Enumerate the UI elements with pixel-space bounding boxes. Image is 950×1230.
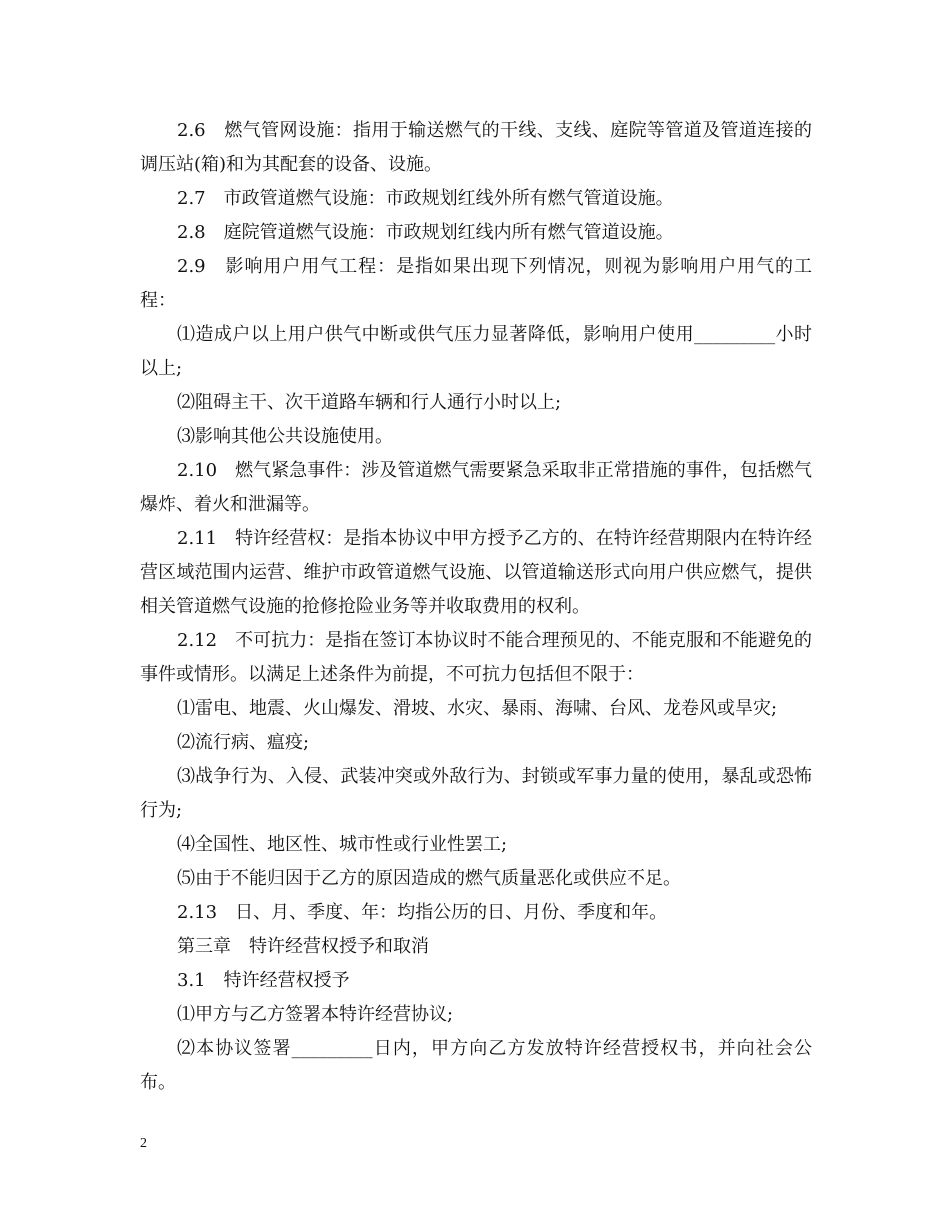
paragraph: 2.6 燃气管网设施：指用于输送燃气的干线、支线、庭院等管道及管道连接的调压站(箱)和为其配套的设备、设施。 (140, 120, 812, 175)
paragraph: ⑴造成户以上用户供气中断或供气压力显著降低，影响用户使用_________小时以上; (140, 324, 812, 379)
paragraph: ⑷全国性、地区性、城市性或行业性罢工; (177, 834, 508, 855)
paragraph: ⑵阻碍主干、次干道路车辆和行人通行小时以上; (177, 392, 562, 413)
paragraph: ⑴甲方与乙方签署本特许经营协议; (177, 1004, 454, 1025)
page-number: 2 (140, 1136, 147, 1151)
paragraph: 2.9 影响用户用气工程：是指如果出现下列情况，则视为影响用户用气的工程： (140, 256, 812, 311)
paragraph: 2.13 日、月、季度、年：均指公历的日、月份、季度和年。 (177, 902, 668, 923)
paragraph: ⑴雷电、地震、火山爆发、滑坡、水灾、暴雨、海啸、台风、龙卷风或旱灾; (177, 698, 778, 719)
paragraph: ⑸由于不能归因于乙方的原因造成的燃气质量恶化或供应不足。 (177, 868, 681, 889)
document-body (140, 114, 812, 1100)
paragraph: 2.10 燃气紧急事件：涉及管道燃气需要紧急采取非正常措施的事件，包括燃气爆炸、着火和泄漏等。 (140, 460, 812, 515)
paragraph: 2.8 庭院管道燃气设施：市政规划红线内所有燃气管道设施。 (177, 222, 674, 243)
paragraph: 2.12 不可抗力：是指在签订本协议时不能合理预见的、不能克服和不能避免的事件或情形。以满足上述条件为前提，不可抗力包括但不限于： (140, 630, 812, 685)
chapter-heading: 第三章 特许经营权授予和取消 (177, 936, 429, 957)
paragraph: ⑶战争行为、入侵、武装冲突或外敌行为、封锁或军事力量的使用，暴乱或恐怖行为; (140, 766, 812, 821)
paragraph: 2.7 市政管道燃气设施：市政规划红线外所有燃气管道设施。 (177, 188, 674, 209)
paragraph: ⑶影响其他公共设施使用。 (177, 426, 393, 447)
paragraph: ⑵流行病、瘟疫; (177, 732, 310, 753)
paragraph: ⑵本协议签署_________日内，甲方向乙方发放特许经营授权书，并向社会公布。 (140, 1038, 812, 1093)
paragraph: 2.11 特许经营权：是指本协议中甲方授予乙方的、在特许经营期限内在特许经营区域范围内运营、维护市政管道燃气设施、以管道输送形式向用户供应燃气，提供相关管道燃气设施的抢修抢险业务等并收取费用的权利。 (140, 528, 812, 617)
section-heading: 3.1 特许经营权授予 (177, 970, 350, 991)
